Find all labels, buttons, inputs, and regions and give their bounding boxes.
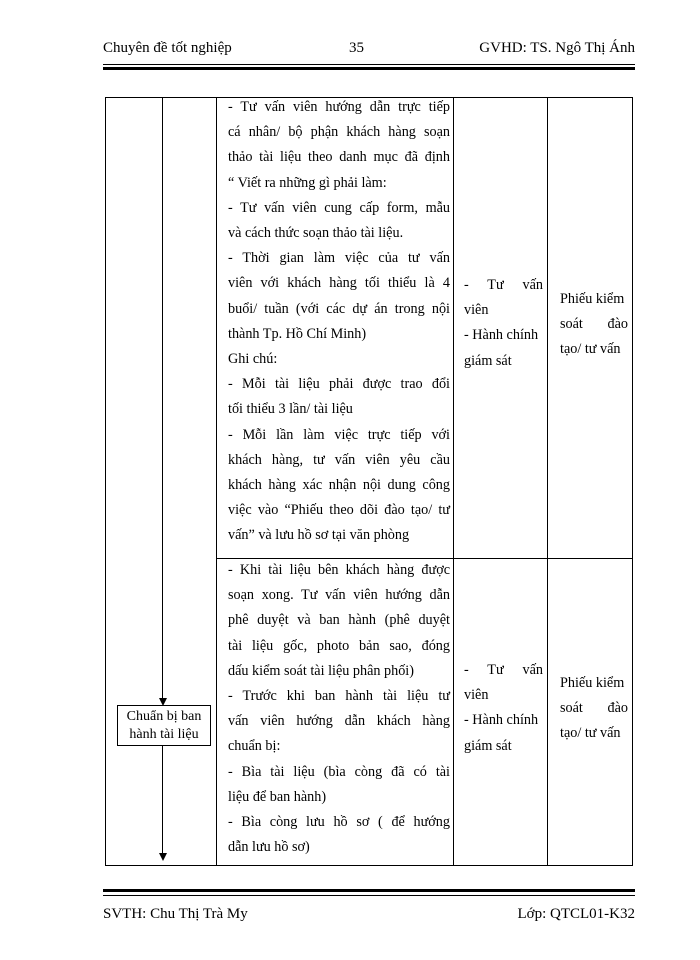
row1-content bbox=[222, 95, 452, 549]
header-page-number: 35 bbox=[349, 40, 364, 56]
responsible-line: - Tư vấn bbox=[464, 662, 543, 678]
record-line: soát đào bbox=[560, 700, 628, 717]
responsible-line: - Tư vấn bbox=[464, 277, 543, 293]
footer-rule-thick bbox=[103, 889, 635, 892]
content-line: Ghi chú: bbox=[228, 351, 278, 368]
content-line: buổi/ tuần (với các dự án trong nội bbox=[228, 300, 450, 317]
header-document-title: Chuyên đề tốt nghiệp bbox=[103, 40, 232, 56]
content-line: và cách thức soạn thảo tài liệu. bbox=[228, 225, 404, 242]
flow-line-lower bbox=[162, 746, 163, 854]
record-line: Phiếu kiểm bbox=[560, 291, 625, 307]
responsible-line: - Hành chính bbox=[464, 327, 539, 344]
content-line: soạn xong. Tư vấn viên hướng dẫn bbox=[228, 587, 450, 604]
content-line: việc vào “Phiếu theo dõi đào tạo/ tư bbox=[228, 502, 450, 519]
content-line: chuẩn bị: bbox=[228, 738, 281, 755]
responsible-line: giám sát bbox=[464, 737, 512, 754]
content-line: - Trước khi ban hành tài liệu tư bbox=[228, 688, 450, 705]
content-line: - Tư vấn viên hướng dẫn trực tiếp bbox=[228, 99, 450, 115]
content-line: vấn viên hướng dẫn khách hàng bbox=[228, 713, 450, 730]
flow-arrow-down-icon bbox=[159, 853, 167, 861]
responsible-line: viên bbox=[464, 687, 489, 704]
record-line: Phiếu kiểm bbox=[560, 675, 625, 691]
content-line: thảo tài liệu theo danh mục đã định bbox=[228, 149, 450, 166]
footer-class: Lớp: QTCL01-K32 bbox=[517, 906, 635, 922]
column-divider-2 bbox=[453, 98, 454, 865]
content-line: dẫn lưu hồ sơ) bbox=[228, 839, 310, 856]
content-line: - Thời gian làm việc của tư vấn bbox=[228, 250, 450, 267]
content-line: “ Viết ra những gì phải làm: bbox=[228, 174, 387, 191]
content-line: liệu để ban hành) bbox=[228, 788, 327, 805]
responsible-line: - Hành chính bbox=[464, 712, 539, 729]
footer-student: SVTH: Chu Thị Trà My bbox=[103, 906, 248, 922]
procedure-table bbox=[105, 97, 633, 866]
content-line: - Mỗi tài liệu phải được trao đổi bbox=[228, 376, 450, 393]
content-line: viên với khách hàng tối thiểu là 4 bbox=[228, 275, 450, 292]
content-line: tài liệu gốc, photo bản sao, đóng bbox=[228, 637, 450, 654]
header-rule-thick bbox=[103, 67, 635, 70]
record-line: tạo/ tư vấn bbox=[560, 341, 621, 358]
row2-record bbox=[553, 671, 632, 747]
flow-line-upper bbox=[162, 98, 163, 700]
record-line: tạo/ tư vấn bbox=[560, 725, 621, 742]
content-line: tối thiểu 3 lần/ tài liệu bbox=[228, 401, 353, 418]
content-line: - Bìa tài liệu (bìa còng đã có tài bbox=[228, 763, 450, 780]
content-line: - Mỗi lần làm việc trực tiếp với bbox=[228, 426, 450, 443]
content-line: thành Tp. Hồ Chí Minh) bbox=[228, 325, 367, 342]
row1-responsible bbox=[459, 273, 547, 374]
column-divider-3 bbox=[547, 98, 548, 865]
header-rule-thin bbox=[103, 64, 635, 65]
content-line: - Bìa còng lưu hồ sơ ( để hướng bbox=[228, 814, 450, 831]
content-line: cá nhân/ bộ phận khách hàng soạn bbox=[228, 124, 450, 141]
responsible-line: giám sát bbox=[464, 352, 512, 369]
content-line: - Tư vấn viên cung cấp form, mẫu bbox=[228, 199, 450, 216]
responsible-line: viên bbox=[464, 302, 489, 319]
content-line: khách hàng, tư vấn viên yêu cầu bbox=[228, 451, 450, 468]
record-line: soát đào bbox=[560, 316, 628, 333]
row2-responsible bbox=[459, 658, 547, 759]
content-line: dấu kiểm soát tài liệu phân phối) bbox=[228, 662, 414, 679]
row1-record bbox=[553, 287, 632, 363]
content-line: - Khi tài liệu bên khách hàng được bbox=[228, 562, 450, 578]
content-line: vấn” và lưu hồ sơ tại văn phòng bbox=[228, 527, 410, 544]
flow-step-box: Chuẩn bị ban hành tài liệu bbox=[117, 705, 211, 746]
content-line: khách hàng xác nhận nội dung công bbox=[228, 477, 450, 494]
header-supervisor: GVHD: TS. Ngô Thị Ánh bbox=[479, 40, 635, 56]
content-line: phê duyệt và ban hành (phê duyệt bbox=[228, 612, 450, 629]
row2-content bbox=[222, 558, 452, 860]
footer-rule-thin bbox=[103, 895, 635, 896]
column-divider-1 bbox=[216, 98, 217, 865]
